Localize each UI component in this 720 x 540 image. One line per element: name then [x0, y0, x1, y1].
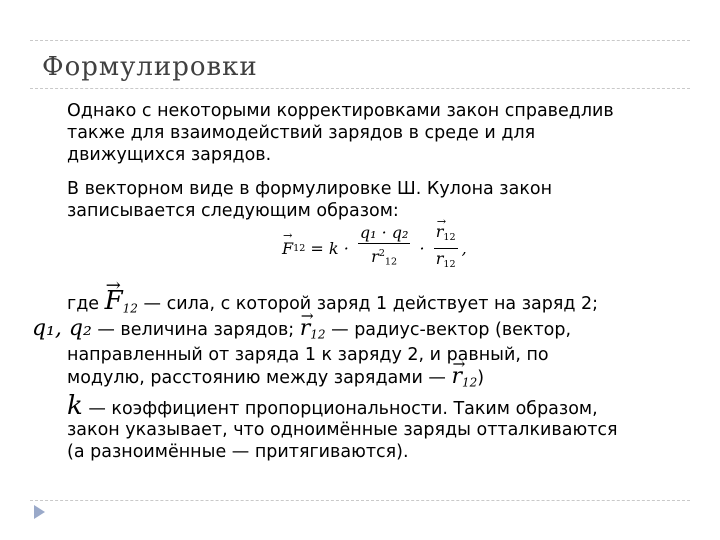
fraction-charges: $\frac{\text{q₁ · q₂}}{r^2_{12}}$ [359, 223, 409, 268]
charges-symbol: q₁, q₂ [32, 316, 92, 341]
force-vector: → F [282, 239, 293, 258]
force-symbol: → F [105, 290, 123, 312]
fraction-unit-vector: → $\frac{r_{12}}{r_{12}}$ [434, 222, 458, 275]
para3-line1: где → $F_{12}$ — сила, с которой заряд 1 действует на заряд 2; [67, 290, 598, 320]
para1-line1: Однако с некоторыми корректировками закон справедлив [67, 101, 614, 121]
para2-line1: В векторном виде в формулировке Ш. Кулона закон [67, 179, 553, 199]
bottom-divider [30, 500, 690, 501]
para3-line2: q₁, q₂ — величина зарядов; → $r_{12}$ — радиус-вектор (вектор, [32, 318, 571, 346]
para3-line5: k — коэффициент пропорциональности. Таким образом, [67, 391, 598, 421]
radius-vector-symbol-2: → r [451, 366, 462, 388]
para3-line7: (а разноимённые — притягиваются). [67, 442, 409, 462]
para2-line2: записывается следующим образом: [67, 201, 399, 221]
para1-line3: движущихся зарядов. [67, 145, 272, 165]
slide-title: Формулировки [42, 52, 258, 82]
triangle-bullet-icon [34, 505, 45, 519]
title-divider [30, 88, 690, 89]
top-divider [30, 40, 690, 41]
para3-line4: модулю, расстоянию между зарядами — → $r_{12}$) [67, 366, 484, 394]
k-symbol: k [67, 391, 83, 421]
para1-line2: также для взаимодействий зарядов в среде и для [67, 123, 536, 143]
coulomb-formula: → F 12 = k · $\frac{\text{q₁ · q₂}}{r^2_{12}}$ · → $\frac{r_{12}}{r_{12}}$ , [282, 222, 467, 274]
radius-vector-symbol: → r [300, 318, 311, 340]
para3-line3: направленный от заряда 1 к заряду 2, и равный, по [67, 345, 549, 365]
para3-line6: закон указывает, что одноимённые заряды отталкиваются [67, 420, 618, 440]
